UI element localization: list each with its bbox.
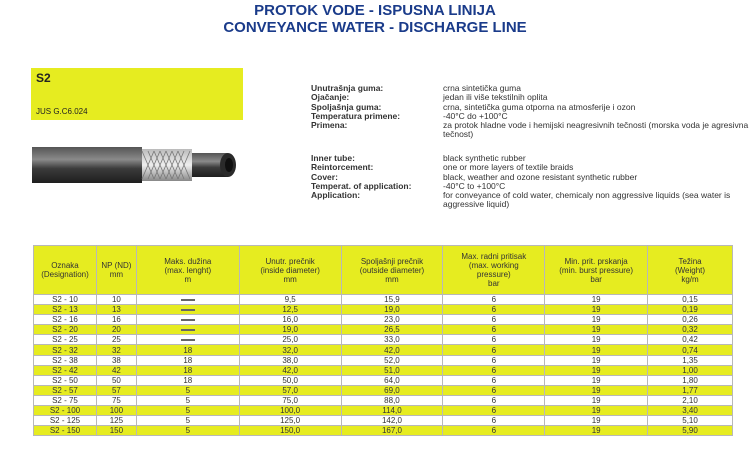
col-burst-pressure-cell: 19: [545, 416, 648, 426]
col-inside-diameter-header: Unutr. prečnik (inside diameter) mm: [239, 246, 341, 295]
hose-spec-table: [33, 245, 733, 436]
table-row: [34, 305, 733, 315]
col-inside-diameter-cell: 12,5: [239, 305, 341, 315]
spec-value: jedan ili više tekstilnih oplita: [443, 92, 548, 103]
col-working-pressure-cell: 6: [443, 335, 545, 345]
col-nominal-diameter-cell: 20: [96, 325, 136, 335]
col-designation-cell: S2 - 16: [34, 315, 97, 325]
col-nominal-diameter-cell: 125: [96, 416, 136, 426]
col-nominal-diameter-cell: 16: [96, 315, 136, 325]
col-nominal-diameter-cell: 75: [96, 395, 136, 405]
col-nominal-diameter-cell: 150: [96, 426, 136, 436]
col-outside-diameter-cell: 52,0: [341, 355, 443, 365]
col-working-pressure-cell: 6: [443, 315, 545, 325]
col-nominal-diameter-cell: 42: [96, 365, 136, 375]
col-burst-pressure-cell: 19: [545, 395, 648, 405]
page-title: [0, 0, 750, 36]
spec-label: Temperat. of application:: [311, 180, 412, 191]
col-nominal-diameter-cell: 38: [96, 355, 136, 365]
col-weight-header: Težina (Weight) kg/m: [648, 246, 733, 295]
col-burst-pressure-cell: 19: [545, 355, 648, 365]
col-weight-cell: 3,40: [648, 406, 733, 416]
col-max-length-cell: 18: [136, 355, 239, 365]
table-body: [34, 295, 733, 436]
col-designation-cell: S2 - 75: [34, 395, 97, 405]
col-max-length-cell: 18: [136, 345, 239, 355]
col-nominal-diameter-header: NP (ND) mm: [96, 246, 136, 295]
col-weight-cell: 0,19: [648, 305, 733, 315]
col-max-length-cell: 5: [136, 385, 239, 395]
product-code: S2: [36, 71, 51, 85]
spec-value: -40°C do +100°C: [443, 110, 508, 121]
col-working-pressure-cell: 6: [443, 345, 545, 355]
col-nominal-diameter-cell: 13: [96, 305, 136, 315]
col-working-pressure-cell: 6: [443, 426, 545, 436]
col-weight-cell: 5,10: [648, 416, 733, 426]
col-max-length-cell: [136, 315, 239, 325]
spec-label: Cover:: [311, 171, 338, 182]
col-inside-diameter-cell: 19,0: [239, 325, 341, 335]
col-nominal-diameter-cell: 25: [96, 335, 136, 345]
dash-icon: [181, 299, 195, 301]
col-weight-cell: 1,00: [648, 365, 733, 375]
spec-label: Temperatura primene:: [311, 110, 401, 121]
col-max-length-cell: 5: [136, 416, 239, 426]
col-weight-cell: 1,80: [648, 375, 733, 385]
col-weight-cell: 1,35: [648, 355, 733, 365]
col-designation-cell: S2 - 32: [34, 345, 97, 355]
col-max-length-cell: [136, 335, 239, 345]
col-outside-diameter-cell: 114,0: [341, 406, 443, 416]
table-row: [34, 406, 733, 416]
col-inside-diameter-cell: 25,0: [239, 335, 341, 345]
table-header-row: [34, 246, 733, 295]
col-working-pressure-header: Max. radni pritisak (max. working pressure) bar: [443, 246, 545, 295]
table-row: [34, 365, 733, 375]
col-inside-diameter-cell: 9,5: [239, 295, 341, 305]
col-outside-diameter-cell: 33,0: [341, 335, 443, 345]
col-max-length-cell: 18: [136, 365, 239, 375]
col-designation-cell: S2 - 20: [34, 325, 97, 335]
col-working-pressure-cell: 6: [443, 355, 545, 365]
col-designation-cell: S2 - 38: [34, 355, 97, 365]
col-outside-diameter-cell: 15,9: [341, 295, 443, 305]
col-designation-cell: S2 - 100: [34, 406, 97, 416]
col-inside-diameter-cell: 42,0: [239, 365, 341, 375]
col-working-pressure-cell: 6: [443, 416, 545, 426]
spec-value: black, weather and ozone resistant synthetic rubber: [443, 171, 638, 182]
spec-label: Primena:: [311, 120, 348, 131]
col-nominal-diameter-cell: 32: [96, 345, 136, 355]
col-weight-cell: 0,32: [648, 325, 733, 335]
col-designation-cell: S2 - 50: [34, 375, 97, 385]
dash-icon: [181, 309, 195, 311]
spec-label: Spoljašnja guma:: [311, 101, 382, 112]
spec-label: Inner tube:: [311, 153, 355, 163]
spec-value: black synthetic rubber: [443, 153, 526, 163]
col-inside-diameter-cell: 57,0: [239, 385, 341, 395]
hose-image: [30, 135, 246, 195]
spec-value: crna, sintetička guma otporna na atmosferije i ozon: [443, 101, 636, 112]
col-inside-diameter-cell: 50,0: [239, 375, 341, 385]
col-nominal-diameter-cell: 100: [96, 406, 136, 416]
col-working-pressure-cell: 6: [443, 325, 545, 335]
col-designation-cell: S2 - 150: [34, 426, 97, 436]
col-designation-header: Oznaka (Designation): [34, 246, 97, 295]
dash-icon: [181, 329, 195, 331]
col-max-length-cell: 5: [136, 426, 239, 436]
table-row: [34, 416, 733, 426]
spec-value: crna sintetička guma: [443, 83, 521, 93]
table-row: [34, 385, 733, 395]
col-burst-pressure-cell: 19: [545, 345, 648, 355]
col-weight-cell: 2,10: [648, 395, 733, 405]
col-burst-pressure-cell: 19: [545, 305, 648, 315]
spec-value: one or more layers of textile braids: [443, 162, 574, 173]
col-burst-pressure-header: Min. prit. prskanja (min. burst pressure) bar: [545, 246, 648, 295]
dash-icon: [181, 319, 195, 321]
col-weight-cell: 0,26: [648, 315, 733, 325]
specs-english: [311, 154, 750, 210]
col-outside-diameter-cell: 26,5: [341, 325, 443, 335]
spec-label: Unutrašnja guma:: [311, 83, 384, 93]
col-outside-diameter-cell: 51,0: [341, 365, 443, 375]
col-weight-cell: 0,15: [648, 295, 733, 305]
col-burst-pressure-cell: 19: [545, 406, 648, 416]
col-burst-pressure-cell: 19: [545, 315, 648, 325]
col-designation-cell: S2 - 42: [34, 365, 97, 375]
col-weight-cell: 0,42: [648, 335, 733, 345]
col-max-length-cell: [136, 305, 239, 315]
col-outside-diameter-cell: 19,0: [341, 305, 443, 315]
specs-serbian: [311, 84, 750, 140]
spec-value: -40°C to +100°C: [443, 180, 506, 191]
col-designation-cell: S2 - 25: [34, 335, 97, 345]
col-burst-pressure-cell: 19: [545, 365, 648, 375]
col-outside-diameter-header: Spoljašnji prečnik (outside diameter) mm: [341, 246, 443, 295]
col-inside-diameter-cell: 150,0: [239, 426, 341, 436]
col-weight-cell: 5,90: [648, 426, 733, 436]
table-row: [34, 426, 733, 436]
table-row: [34, 315, 733, 325]
spec-value: za protok hladne vode i hemijski neagresivnih tečnosti (morska voda je agresivna tečnost): [443, 120, 749, 140]
col-working-pressure-cell: 6: [443, 375, 545, 385]
col-inside-diameter-cell: 75,0: [239, 395, 341, 405]
table-row: [34, 325, 733, 335]
col-working-pressure-cell: 6: [443, 385, 545, 395]
col-max-length-cell: [136, 295, 239, 305]
col-max-length-cell: 5: [136, 395, 239, 405]
col-burst-pressure-cell: 19: [545, 335, 648, 345]
col-nominal-diameter-cell: 10: [96, 295, 136, 305]
col-nominal-diameter-cell: 50: [96, 375, 136, 385]
col-burst-pressure-cell: 19: [545, 385, 648, 395]
col-working-pressure-cell: 6: [443, 395, 545, 405]
col-inside-diameter-cell: 100,0: [239, 406, 341, 416]
table-row: [34, 375, 733, 385]
col-max-length-header: Maks. dužina (max. lenght) m: [136, 246, 239, 295]
spec-label: Reintorcement:: [311, 162, 374, 173]
col-outside-diameter-cell: 167,0: [341, 426, 443, 436]
title-line-1: PROTOK VODE - ISPUSNA LINIJA: [254, 2, 496, 19]
dash-icon: [181, 339, 195, 341]
col-burst-pressure-cell: 19: [545, 295, 648, 305]
col-burst-pressure-cell: 19: [545, 325, 648, 335]
col-inside-diameter-cell: 16,0: [239, 315, 341, 325]
table-row: [34, 335, 733, 345]
table-row: [34, 395, 733, 405]
col-outside-diameter-cell: 42,0: [341, 345, 443, 355]
col-inside-diameter-cell: 32,0: [239, 345, 341, 355]
spec-label: Ojačanje:: [311, 92, 350, 103]
col-max-length-cell: 18: [136, 375, 239, 385]
col-burst-pressure-cell: 19: [545, 426, 648, 436]
col-working-pressure-cell: 6: [443, 295, 545, 305]
col-designation-cell: S2 - 13: [34, 305, 97, 315]
col-designation-cell: S2 - 57: [34, 385, 97, 395]
col-nominal-diameter-cell: 57: [96, 385, 136, 395]
title-line-2: CONVEYANCE WATER - DISCHARGE LINE: [223, 19, 527, 36]
col-designation-cell: S2 - 125: [34, 416, 97, 426]
col-burst-pressure-cell: 19: [545, 375, 648, 385]
spec-value: for conveyance of cold water, chemicaly non aggressive liquids (sea water is aggressive liquid): [443, 190, 731, 210]
product-code-box: [31, 68, 243, 120]
col-working-pressure-cell: 6: [443, 365, 545, 375]
table-row: [34, 345, 733, 355]
col-outside-diameter-cell: 69,0: [341, 385, 443, 395]
col-inside-diameter-cell: 125,0: [239, 416, 341, 426]
col-designation-cell: S2 - 10: [34, 295, 97, 305]
col-inside-diameter-cell: 38,0: [239, 355, 341, 365]
spec-label: Application:: [311, 190, 361, 201]
table-row: [34, 355, 733, 365]
spec-row: [311, 121, 750, 140]
product-standard: JUS G.C6.024: [36, 107, 88, 116]
col-outside-diameter-cell: 88,0: [341, 395, 443, 405]
col-weight-cell: 1,77: [648, 385, 733, 395]
col-outside-diameter-cell: 23,0: [341, 315, 443, 325]
spec-row: [311, 191, 750, 210]
col-outside-diameter-cell: 64,0: [341, 375, 443, 385]
col-outside-diameter-cell: 142,0: [341, 416, 443, 426]
col-working-pressure-cell: 6: [443, 406, 545, 416]
col-max-length-cell: 5: [136, 406, 239, 416]
col-working-pressure-cell: 6: [443, 305, 545, 315]
col-max-length-cell: [136, 325, 239, 335]
table-row: [34, 295, 733, 305]
col-weight-cell: 0,74: [648, 345, 733, 355]
